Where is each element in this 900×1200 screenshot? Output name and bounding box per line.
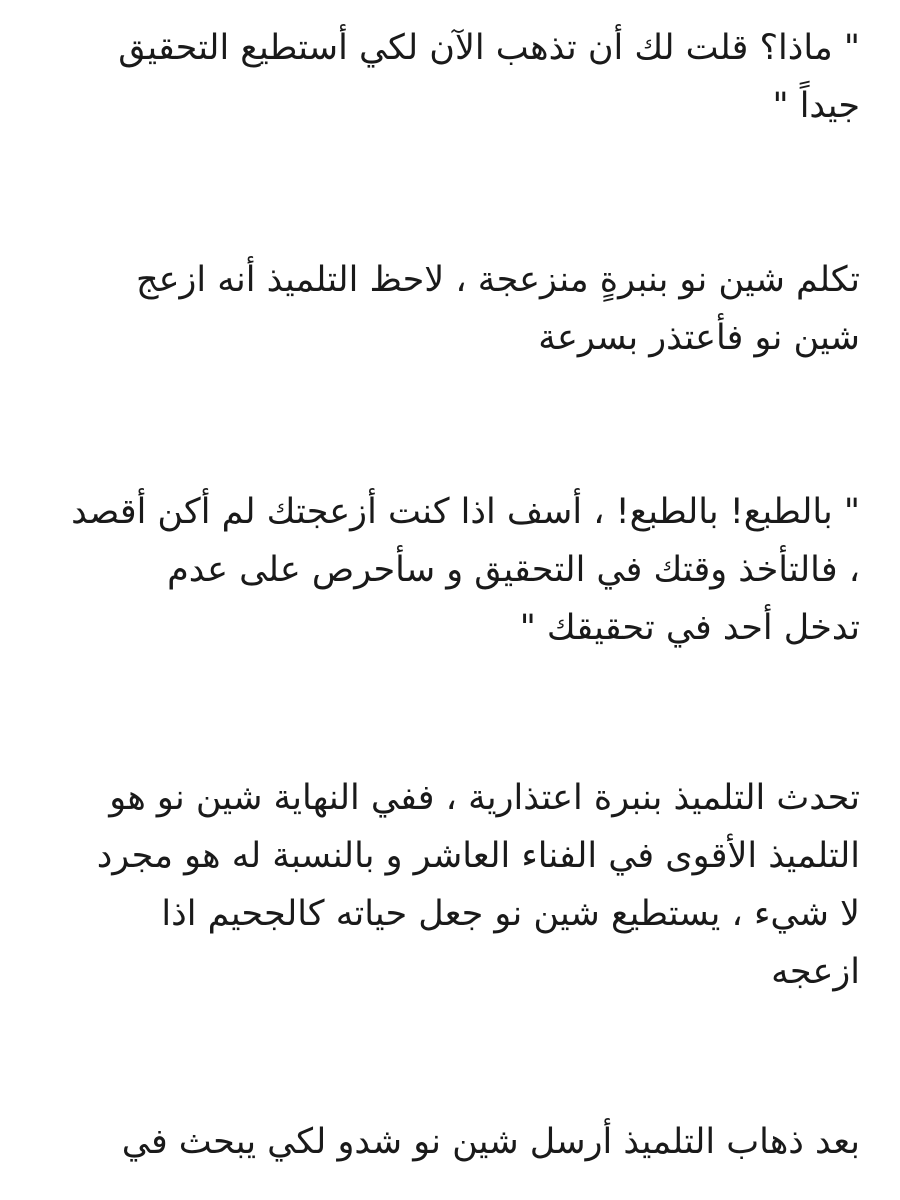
text-line: تكلم شين نو بنبرةٍ منزعجة ، لاحظ التلميذ أنه ازعج	[136, 260, 860, 300]
text-line: التلميذ الأقوى في الفناء العاشر و بالنسبة له هو مجرد	[96, 836, 860, 876]
text-line: " ماذا؟ قلت لك أن تذهب الآن لكي أستطيع التحقيق	[118, 28, 860, 68]
paragraph	[60, 483, 860, 657]
paragraph	[60, 1113, 860, 1171]
text-line: ازعجه	[771, 952, 860, 992]
paragraph	[60, 251, 860, 367]
text-line: بعد ذهاب التلميذ أرسل شين نو شدو لكي يبحث في	[121, 1122, 860, 1162]
paragraph	[60, 19, 860, 135]
text-line: جيداً "	[772, 86, 860, 126]
text-line: شين نو فأعتذر بسرعة	[538, 318, 860, 358]
text-line: تدخل أحد في تحقيقك "	[519, 608, 860, 648]
paragraph	[60, 769, 860, 1001]
text-line: تحدث التلميذ بنبرة اعتذارية ، ففي النهاية شين نو هو	[109, 778, 860, 818]
text-line: " بالطبع! بالطبع! ، أسف اذا كنت أزعجتك لم أكن أقصد	[71, 492, 860, 532]
text-line: ، فالتأخذ وقتك في التحقيق و سأحرص على عدم	[167, 550, 860, 590]
text-line: لا شيء ، يستطيع شين نو جعل حياته كالجحيم اذا	[161, 894, 860, 934]
